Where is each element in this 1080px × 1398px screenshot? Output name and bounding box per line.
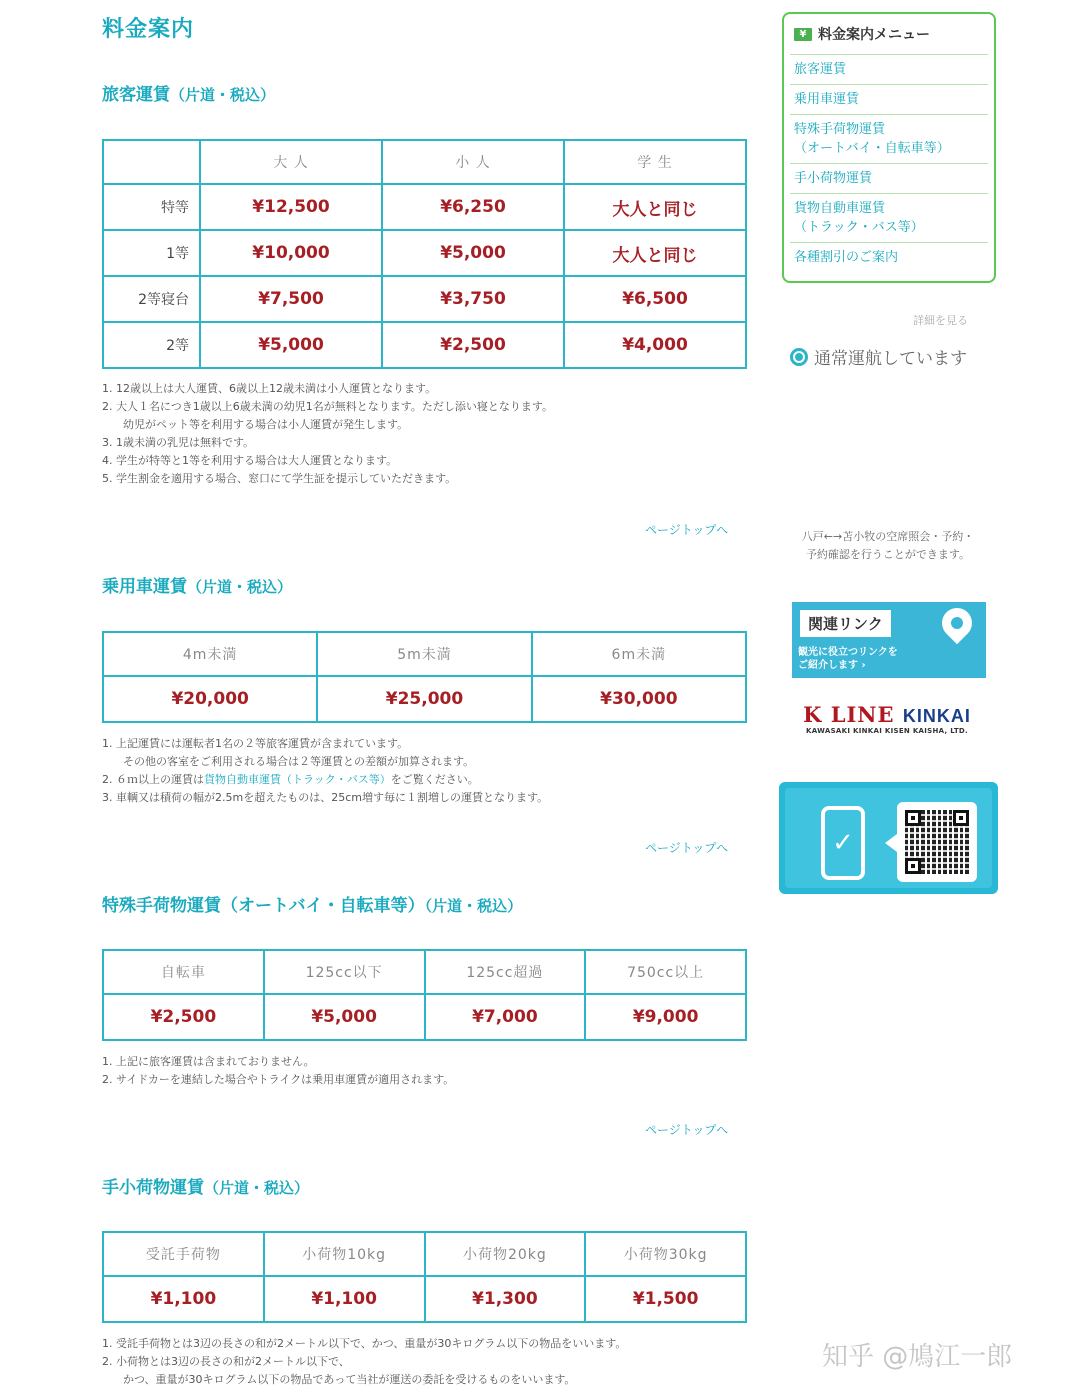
price-cell: ¥1,100: [103, 1276, 264, 1322]
column-header: 4m未満: [103, 632, 317, 676]
watermark: 知乎 @鳩江一郎: [822, 1342, 1013, 1372]
note-item: 4. 学生が特等と1等を利用する場合は大人運賃となります。: [102, 454, 398, 467]
price-cell: ¥6,500: [564, 276, 746, 322]
menu-item-car[interactable]: 乗用車運賃: [790, 85, 988, 115]
table-row: [103, 276, 746, 322]
table-row: [103, 676, 746, 722]
baggage-fare-title: 手小荷物運賃: [102, 1178, 204, 1198]
row-label: 1等: [103, 230, 200, 276]
column-header-student: 学 生: [564, 140, 746, 184]
note-item: 5. 学生割金を適用する場合、窓口にて学生証を提示していただきます。: [102, 472, 457, 485]
fare-menu-box: [782, 12, 996, 283]
passenger-fare-title: 旅客運賃: [102, 85, 170, 105]
qr-code-icon: [905, 810, 969, 874]
price-cell: ¥10,000: [200, 230, 382, 276]
kline-logo-kinkai: KINKAI: [902, 706, 971, 726]
note-item: その他の客室をご利用される場合は２等運賃との差額が加算されます。: [102, 755, 475, 768]
price-cell: 大人と同じ: [564, 184, 746, 230]
car-fare-heading: [102, 572, 292, 597]
note-item: 2. サイドカーを連結した場合やトライクは乗用車運賃が適用されます。: [102, 1073, 455, 1086]
page-title: 料金案内: [102, 17, 195, 42]
price-cell: ¥5,000: [200, 322, 382, 368]
row-label: 特等: [103, 184, 200, 230]
note-item: 3. 車輌又は積荷の幅が2.5mを超えたものは、25cm増す毎に１割増しの運賃となります。: [102, 791, 549, 804]
special-fare-heading: [102, 891, 522, 916]
table-row: [103, 230, 746, 276]
note-text: 2. ６ｍ以上の運賃は: [102, 773, 204, 786]
passenger-notes: [102, 380, 553, 488]
price-cell: ¥7,500: [200, 276, 382, 322]
table-header-row: [103, 1232, 746, 1276]
column-header: 6m未満: [532, 632, 746, 676]
related-links-desc-2: ご紹介します ›: [798, 660, 866, 671]
qr-bubble: [897, 802, 977, 882]
passenger-fare-subtitle: （片道・税込）: [170, 86, 276, 104]
operation-status: [790, 344, 967, 369]
price-cell: ¥2,500: [382, 322, 564, 368]
note-item: 1. 12歳以上は大人運賃、6歳以上12歳未満は小人運賃となります。: [102, 382, 437, 395]
special-fare-subtitle: （片道・税込）: [424, 897, 523, 915]
column-header: 750cc以上: [585, 950, 746, 994]
passenger-fare-table: [102, 139, 747, 369]
baggage-fare-heading: [102, 1173, 309, 1198]
menu-item-special[interactable]: 特殊手荷物運賃 （オートバイ・自転車等）: [790, 115, 988, 164]
detail-link[interactable]: 詳細を見る: [913, 314, 968, 327]
price-cell: ¥30,000: [532, 676, 746, 722]
related-links-title: 関連リンク: [800, 610, 891, 637]
car-fare-subtitle: （片道・税込）: [187, 578, 293, 596]
price-cell: ¥4,000: [564, 322, 746, 368]
table-header-row: [103, 140, 746, 184]
related-links-desc: [798, 646, 898, 672]
column-header: 自転車: [103, 950, 264, 994]
baggage-fare-table: [102, 1231, 747, 1323]
page-top-link[interactable]: ページトップへ: [645, 523, 729, 537]
price-cell: ¥1,500: [585, 1276, 746, 1322]
reservation-info-line-2: 予約確認を行うことができます。: [805, 548, 971, 561]
fare-menu-title: 料金案内メニュー: [818, 27, 930, 43]
column-header-adult: 大 人: [200, 140, 382, 184]
baggage-notes: [102, 1335, 626, 1389]
kline-company-name: KAWASAKI KINKAI KISEN KAISHA, LTD.: [806, 727, 968, 735]
table-corner: [103, 140, 200, 184]
table-header-row: [103, 632, 746, 676]
price-cell: ¥12,500: [200, 184, 382, 230]
menu-item-discounts[interactable]: 各種割引のご案内: [794, 250, 899, 265]
price-cell: ¥5,000: [264, 994, 425, 1040]
menu-item-passenger[interactable]: 旅客運賃: [790, 55, 988, 85]
page-top-link[interactable]: ページトップへ: [645, 1123, 729, 1137]
fare-menu-list: [790, 54, 988, 272]
price-cell: ¥25,000: [317, 676, 531, 722]
price-cell: ¥6,250: [382, 184, 564, 230]
column-header: 小荷物20kg: [425, 1232, 586, 1276]
map-pin-icon: [936, 602, 978, 644]
kline-logo-text: [800, 702, 974, 727]
note-item: 1. 受託手荷物とは3辺の長さの和が2メートル以下で、かつ、重量が30キログラム以下の物品をいいます。: [102, 1337, 627, 1350]
price-cell: ¥20,000: [103, 676, 317, 722]
note-item: 1. 上記に旅客運賃は含まれておりません。: [102, 1055, 315, 1068]
note-item: 1. 上記運賃には運転者1名の２等旅客運賃が含まれています。: [102, 737, 409, 750]
app-banner-inner: [785, 788, 992, 888]
note-item: かつ、重量が30キログラム以下の物品であって当社が運送の委託を受けるものをいいます。: [102, 1373, 576, 1386]
table-row: [103, 184, 746, 230]
note-item: 幼児がペット等を利用する場合は小人運賃が発生します。: [102, 418, 409, 431]
column-header: 受託手荷物: [103, 1232, 264, 1276]
special-fare-table: [102, 949, 747, 1041]
qr-corner: [953, 810, 969, 826]
qr-corner: [905, 810, 921, 826]
column-header: 5m未満: [317, 632, 531, 676]
related-links-desc-1: 観光に役立つリンクを: [798, 647, 898, 658]
passenger-fare-heading: [102, 80, 275, 105]
menu-item-baggage[interactable]: 手小荷物運賃: [790, 164, 988, 194]
menu-item-truck[interactable]: 貨物自動車運賃 （トラック・バス等）: [790, 194, 988, 243]
price-cell: ¥1,300: [425, 1276, 586, 1322]
note-item: 3. 1歳未満の乳児は無料です。: [102, 436, 255, 449]
note-text: をご覧ください。: [390, 773, 479, 786]
mobile-app-banner[interactable]: [779, 782, 998, 894]
column-header: 小荷物10kg: [264, 1232, 425, 1276]
column-header: 125cc以下: [264, 950, 425, 994]
table-row: [103, 1276, 746, 1322]
column-header: 125cc超過: [425, 950, 586, 994]
price-cell: ¥2,500: [103, 994, 264, 1040]
note-item: 2. 大人１名につき1歳以上6歳未満の幼児1名が無料となります。ただし添い寝となります。: [102, 400, 554, 413]
column-header-child: 小 人: [382, 140, 564, 184]
column-header: 小荷物30kg: [585, 1232, 746, 1276]
row-label: 2等寝台: [103, 276, 200, 322]
price-cell: ¥9,000: [585, 994, 746, 1040]
truck-fare-link[interactable]: 貨物自動車運賃（トラック・バス等）: [204, 773, 391, 786]
car-fare-title: 乗用車運賃: [102, 577, 187, 597]
status-radio-icon: [790, 348, 808, 366]
special-notes: [102, 1053, 454, 1089]
qr-corner: [905, 858, 921, 874]
price-cell: ¥7,000: [425, 994, 586, 1040]
reservation-info-line-1: 八戸←→苫小牧の空席照会・予約・: [801, 530, 975, 543]
price-cell: ¥5,000: [382, 230, 564, 276]
price-cell: 大人と同じ: [564, 230, 746, 276]
car-fare-table: [102, 631, 747, 723]
fare-menu-header: [794, 24, 930, 44]
special-fare-title: 特殊手荷物運賃（オートバイ・自転車等）: [102, 896, 425, 916]
table-row: [103, 322, 746, 368]
kline-logo-main: K LINE: [803, 702, 895, 727]
baggage-fare-subtitle: （片道・税込）: [204, 1179, 310, 1197]
price-cell: ¥1,100: [264, 1276, 425, 1322]
kline-logo[interactable]: [800, 702, 974, 740]
price-cell: ¥3,750: [382, 276, 564, 322]
table-header-row: [103, 950, 746, 994]
related-links-banner[interactable]: [792, 602, 986, 678]
note-item: [102, 771, 548, 789]
yen-icon: ¥: [794, 28, 812, 41]
car-notes: [102, 735, 548, 807]
table-row: [103, 994, 746, 1040]
smartphone-check-icon: ✓: [821, 806, 865, 880]
page-top-link[interactable]: ページトップへ: [645, 841, 729, 855]
reservation-info[interactable]: [780, 528, 996, 564]
status-text: 通常運航しています: [814, 349, 967, 369]
row-label: 2等: [103, 322, 200, 368]
note-item: 2. 小荷物とは3辺の長さの和が2メートル以下で、: [102, 1355, 350, 1368]
